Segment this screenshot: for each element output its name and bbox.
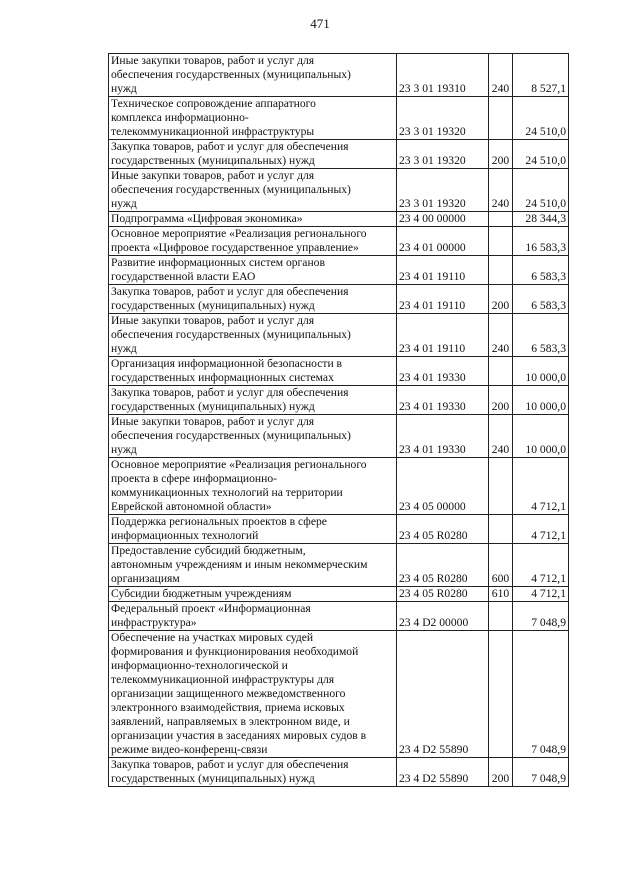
row-amount: 6 583,3 xyxy=(513,314,569,357)
table-row xyxy=(109,544,569,587)
row-expense-type xyxy=(489,97,513,140)
row-expense-type: 600 xyxy=(489,544,513,587)
table-row xyxy=(109,458,569,515)
row-expense-type xyxy=(489,227,513,256)
row-target-code: 23 4 D2 55890 xyxy=(397,758,489,787)
row-amount: 28 344,3 xyxy=(513,212,569,227)
row-amount: 10 000,0 xyxy=(513,357,569,386)
row-amount: 10 000,0 xyxy=(513,415,569,458)
row-description: Закупка товаров, работ и услуг для обеспечения государственных (муниципальных) нужд xyxy=(109,758,397,787)
row-target-code: 23 4 D2 55890 xyxy=(397,631,489,758)
row-amount: 4 712,1 xyxy=(513,587,569,602)
budget-table-body xyxy=(109,54,569,787)
row-amount: 7 048,9 xyxy=(513,631,569,758)
row-expense-type xyxy=(489,515,513,544)
row-expense-type: 240 xyxy=(489,415,513,458)
row-description: Иные закупки товаров, работ и услуг для обеспечения государственных (муниципальных) нужд xyxy=(109,169,397,212)
row-amount: 4 712,1 xyxy=(513,515,569,544)
row-amount: 7 048,9 xyxy=(513,602,569,631)
row-expense-type xyxy=(489,212,513,227)
row-expense-type: 200 xyxy=(489,285,513,314)
row-target-code: 23 4 01 19110 xyxy=(397,314,489,357)
row-target-code: 23 3 01 19320 xyxy=(397,140,489,169)
row-description: Иные закупки товаров, работ и услуг для обеспечения государственных (муниципальных) нужд xyxy=(109,54,397,97)
row-target-code: 23 4 00 00000 xyxy=(397,212,489,227)
row-target-code: 23 4 01 19330 xyxy=(397,415,489,458)
row-description: Основное мероприятие «Реализация регионального проекта в сфере информационно- коммуникационных технологий на территории Еврейской автономной области» xyxy=(109,458,397,515)
row-description: Субсидии бюджетным учреждениям xyxy=(109,587,397,602)
row-expense-type: 240 xyxy=(489,314,513,357)
row-description: Закупка товаров, работ и услуг для обеспечения государственных (муниципальных) нужд xyxy=(109,386,397,415)
row-amount: 10 000,0 xyxy=(513,386,569,415)
table-row xyxy=(109,212,569,227)
table-row xyxy=(109,515,569,544)
row-amount: 4 712,1 xyxy=(513,544,569,587)
row-amount: 24 510,0 xyxy=(513,169,569,212)
row-target-code: 23 4 05 R0280 xyxy=(397,544,489,587)
row-description: Подпрограмма «Цифровая экономика» xyxy=(109,212,397,227)
table-row xyxy=(109,227,569,256)
row-expense-type xyxy=(489,602,513,631)
row-description: Закупка товаров, работ и услуг для обеспечения государственных (муниципальных) нужд xyxy=(109,140,397,169)
row-description: Развитие информационных систем органов государственной власти ЕАО xyxy=(109,256,397,285)
row-target-code: 23 4 01 00000 xyxy=(397,227,489,256)
table-row xyxy=(109,285,569,314)
row-description: Федеральный проект «Информационная инфраструктура» xyxy=(109,602,397,631)
table-row xyxy=(109,314,569,357)
row-amount: 16 583,3 xyxy=(513,227,569,256)
table-row xyxy=(109,140,569,169)
row-amount: 24 510,0 xyxy=(513,140,569,169)
row-target-code: 23 4 01 19330 xyxy=(397,357,489,386)
row-target-code: 23 4 01 19330 xyxy=(397,386,489,415)
row-amount: 24 510,0 xyxy=(513,97,569,140)
row-amount: 6 583,3 xyxy=(513,285,569,314)
row-description: Поддержка региональных проектов в сфере информационных технологий xyxy=(109,515,397,544)
row-description: Основное мероприятие «Реализация регионального проекта «Цифровое государственное управление» xyxy=(109,227,397,256)
table-row xyxy=(109,631,569,758)
row-description: Обеспечение на участках мировых судей формирования и функционирования необходимой информационно-технологической и телекоммуникационной инфраструктуры для организации защищенного межведомственного электронного взаимодействия, приема исковых заявлений, направляемых в электронном виде, и организации участия в заседаниях мировых судов в режиме видео-конференц-связи xyxy=(109,631,397,758)
row-target-code: 23 4 05 R0280 xyxy=(397,515,489,544)
row-description: Иные закупки товаров, работ и услуг для обеспечения государственных (муниципальных) нужд xyxy=(109,415,397,458)
row-amount: 8 527,1 xyxy=(513,54,569,97)
budget-table xyxy=(108,53,569,787)
row-description: Закупка товаров, работ и услуг для обеспечения государственных (муниципальных) нужд xyxy=(109,285,397,314)
table-row xyxy=(109,415,569,458)
table-row xyxy=(109,602,569,631)
table-row xyxy=(109,386,569,415)
row-expense-type: 200 xyxy=(489,758,513,787)
row-expense-type xyxy=(489,256,513,285)
row-description: Организация информационной безопасности в государственных информационных системах xyxy=(109,357,397,386)
table-row xyxy=(109,169,569,212)
row-expense-type xyxy=(489,357,513,386)
row-expense-type xyxy=(489,458,513,515)
table-row xyxy=(109,758,569,787)
table-row xyxy=(109,587,569,602)
row-amount: 4 712,1 xyxy=(513,458,569,515)
table-row xyxy=(109,357,569,386)
row-description: Предоставление субсидий бюджетным, автономным учреждениям и иным некоммерческим организациям xyxy=(109,544,397,587)
row-expense-type xyxy=(489,631,513,758)
page-number: 471 xyxy=(310,16,330,31)
row-amount: 7 048,9 xyxy=(513,758,569,787)
row-target-code: 23 4 01 19110 xyxy=(397,285,489,314)
row-target-code: 23 3 01 19320 xyxy=(397,97,489,140)
row-expense-type: 240 xyxy=(489,169,513,212)
row-description: Техническое сопровождение аппаратного комплекса информационно- телекоммуникационной инфраструктуры xyxy=(109,97,397,140)
row-target-code: 23 4 05 R0280 xyxy=(397,587,489,602)
row-target-code: 23 3 01 19310 xyxy=(397,54,489,97)
row-description: Иные закупки товаров, работ и услуг для обеспечения государственных (муниципальных) нужд xyxy=(109,314,397,357)
table-row xyxy=(109,54,569,97)
row-amount: 6 583,3 xyxy=(513,256,569,285)
row-expense-type: 240 xyxy=(489,54,513,97)
table-row xyxy=(109,256,569,285)
row-expense-type: 610 xyxy=(489,587,513,602)
row-expense-type: 200 xyxy=(489,386,513,415)
row-target-code: 23 4 05 00000 xyxy=(397,458,489,515)
row-target-code: 23 3 01 19320 xyxy=(397,169,489,212)
row-target-code: 23 4 01 19110 xyxy=(397,256,489,285)
row-expense-type: 200 xyxy=(489,140,513,169)
row-target-code: 23 4 D2 00000 xyxy=(397,602,489,631)
table-row xyxy=(109,97,569,140)
